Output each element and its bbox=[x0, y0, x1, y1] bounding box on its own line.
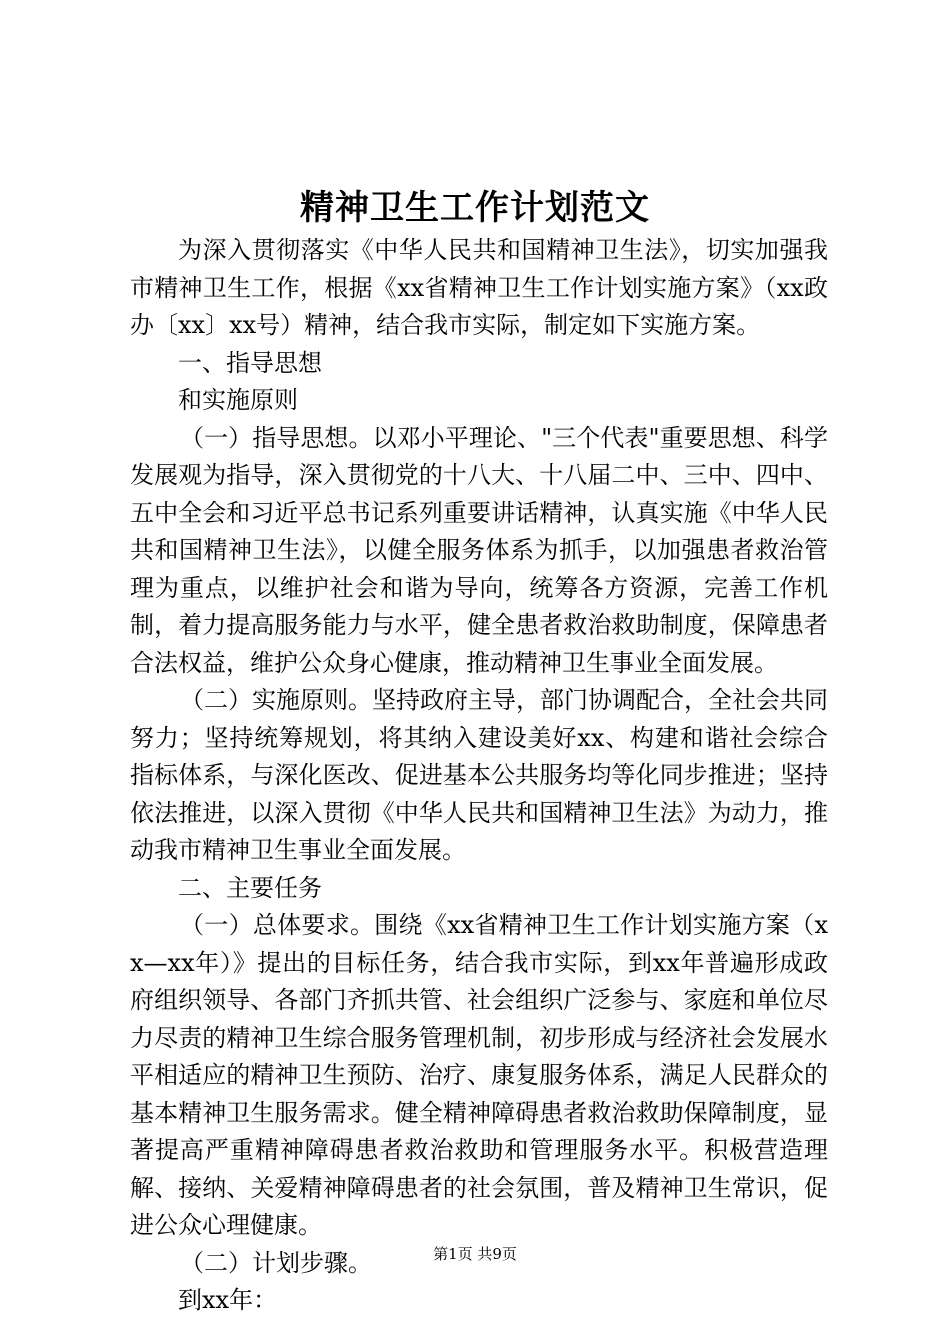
principles-paragraph: （二）实施原则。坚持政府主导，部门协调配合，全社会共同努力；坚持统筹规划，将其纳入建设美好xx、构建和谐社会综合指标体系，与深化医改、促进基本公共服务均等化同步推进；坚持依法推进，以深入贯彻《中华人民共和国精神卫生法》为动力，推动我市精神卫生事业全面发展。 bbox=[130, 686, 828, 864]
page-number-footer: 第1页 共9页 bbox=[433, 1245, 517, 1263]
intro-paragraph: 为深入贯彻落实《中华人民共和国精神卫生法》，切实加强我市精神卫生工作，根据《xx省精神卫生工作计划实施方案》（xx政办〔xx〕xx号）精神，结合我市实际，制定如下实施方案。 bbox=[130, 236, 828, 339]
guiding-thought-paragraph: （一）指导思想。以邓小平理论、"三个代表"重要思想、科学发展观为指导，深入贯彻党的十八大、十八届二中、三中、四中、五中全会和习近平总书记系列重要讲话精神，认真实施《中华人民共和国精神卫生法》，以健全服务体系为抓手，以加强患者救治管理为重点，以维护社会和谐为导向，统筹各方资源，完善工作机制，着力提高服务能力与水平，健全患者救治救助制度，保障患者合法权益，维护公众身心健康，推动精神卫生事业全面发展。 bbox=[130, 423, 828, 677]
section-heading-2: 二、主要任务 bbox=[178, 873, 322, 902]
document-body bbox=[130, 232, 828, 1320]
overall-requirements-paragraph: （一）总体要求。围绕《xx省精神卫生工作计划实施方案（xx—xx年）》提出的目标任务，结合我市实际，到xx年普遍形成政府组织领导、各部门齐抓共管、社会组织广泛参与、家庭和单位尽力尽责的精神卫生综合服务管理机制，初步形成与经济社会发展水平相适应的精神卫生预防、治疗、康复服务体系，满足人民群众的基本精神卫生服务需求。健全精神障碍患者救治救助保障制度，显著提高严重精神障碍患者救治救助和管理服务水平。积极营造理解、接纳、关爱精神障碍患者的社会氛围，普及精神卫生常识，促进公众心理健康。 bbox=[130, 911, 828, 1239]
plan-steps-heading: （二）计划步骤。 bbox=[180, 1248, 372, 1277]
section-heading-1: 一、指导思想 bbox=[178, 348, 322, 377]
by-year-line: 到xx年： bbox=[178, 1286, 278, 1314]
document-title: 精神卫生工作计划范文 bbox=[300, 188, 650, 228]
section-heading-1-continued: 和实施原则 bbox=[178, 386, 298, 414]
